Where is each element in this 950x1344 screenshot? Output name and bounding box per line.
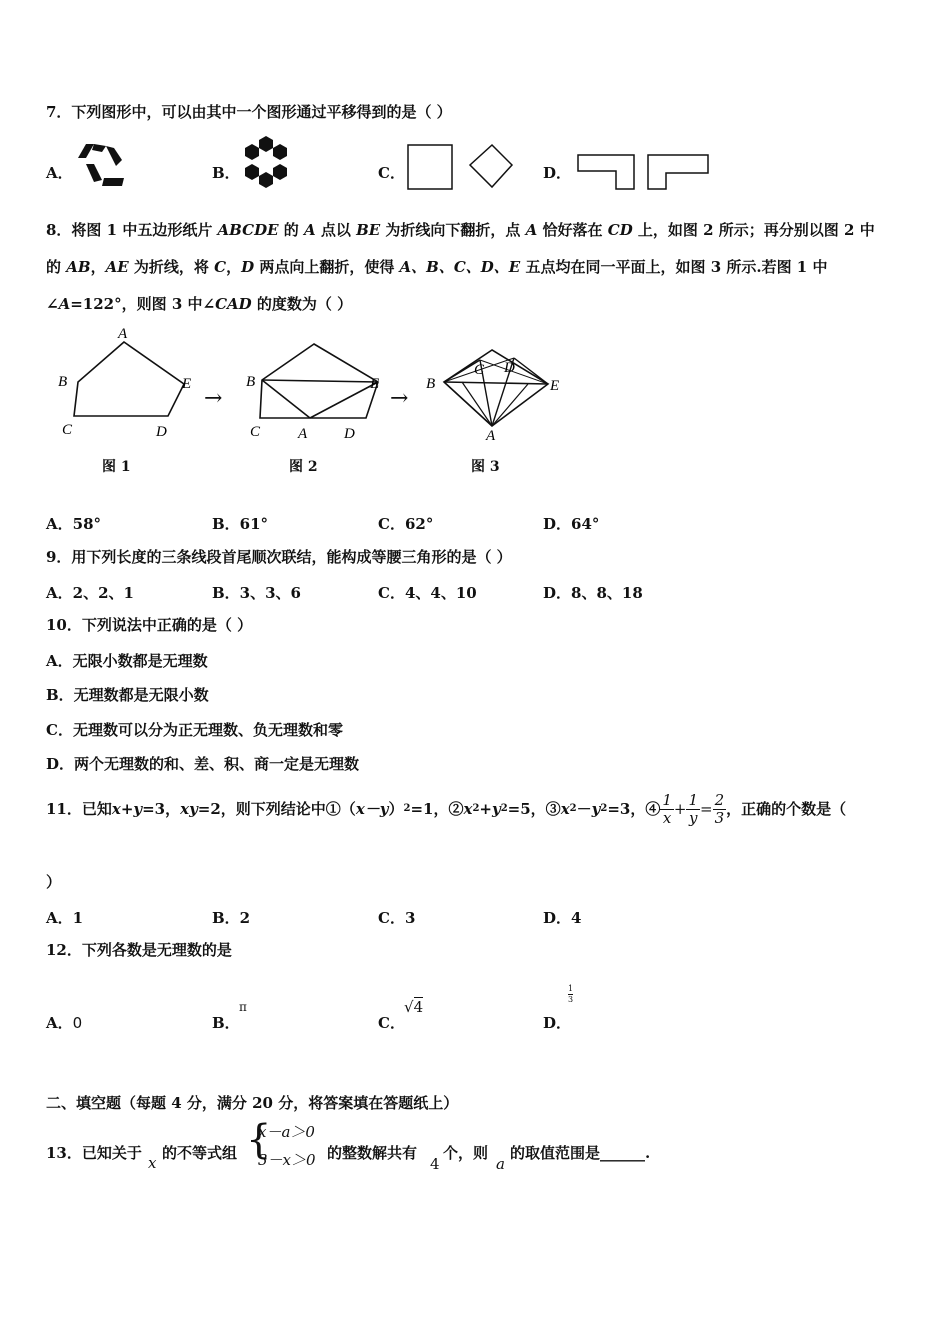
q12-option-a: A．0 — [46, 1014, 83, 1032]
fig3-label: 图 3 — [471, 459, 500, 475]
fig2-point-c: C — [250, 424, 261, 440]
fig3-point-e: E — [550, 378, 560, 394]
q11-option-b: B．2 — [212, 909, 251, 927]
q8-line3: ∠A=122°，则图 3 中∠CAD 的度数为（ ） — [46, 295, 353, 313]
q7-option-a: A． — [46, 164, 73, 182]
fig3-point-d: D — [504, 360, 515, 376]
q13-row1: x－a＞0 — [258, 1123, 315, 1141]
fig2-point-a: A — [298, 426, 308, 442]
square-diamond-icon — [406, 143, 516, 191]
fig1-point-b: B — [58, 374, 68, 390]
fig2-point-e: E — [370, 376, 380, 392]
fig1-label: 图 1 — [102, 459, 131, 475]
q11-option-d: D．4 — [543, 909, 582, 927]
q9-option-c: C．4、4、10 — [378, 584, 477, 602]
q12-option-d: D． — [543, 1014, 572, 1032]
q11-option-c: C．3 — [378, 909, 416, 927]
q10-option-a: A．无限小数都是无理数 — [46, 652, 208, 670]
arrow-1: → — [204, 386, 223, 411]
fig1-point-c: C — [62, 422, 73, 438]
arrow-2: → — [390, 386, 409, 411]
q10-option-b: B．无理数都是无限小数 — [46, 686, 209, 704]
q9-option-d: D．8、8、18 — [543, 584, 643, 602]
fig3-point-a: A — [486, 428, 496, 444]
q10-option-d: D．两个无理数的和、差、积、商一定是无理数 — [46, 755, 360, 773]
q13-row2: 3－x＞0 — [258, 1151, 316, 1169]
fraction-1-over-x: $\frac{1}{x}$ — [662, 790, 672, 827]
q8-option-c: C．62° — [378, 515, 434, 533]
q13-num4: 4 — [430, 1155, 440, 1173]
section-2-title: 二、填空题（每题 4 分，满分 20 分，将答案填在答题纸上） — [46, 1094, 459, 1112]
fig2-label: 图 2 — [289, 459, 318, 475]
pentagon-figure-2 — [244, 334, 394, 446]
q13-brace: { — [246, 1117, 272, 1163]
fraction-1-over-y: $\frac{1}{y}$ — [688, 790, 698, 827]
fig3-point-b: B — [426, 376, 436, 392]
q11-close-paren: ） — [46, 873, 62, 891]
fig2-point-d: D — [344, 426, 355, 442]
q9-option-b: B．3、3、6 — [212, 584, 301, 602]
q13-mid3: 个，则 — [443, 1144, 489, 1162]
sqrt-4: √4 — [404, 998, 424, 1016]
q13-var-x: x — [148, 1154, 157, 1172]
pentagon-figure-3 — [424, 346, 574, 446]
q10-text: 10．下列说法中正确的是（ ） — [46, 616, 253, 634]
q9-text: 9．用下列长度的三条线段首尾顺次联结，能构成等腰三角形的是（ ） — [46, 548, 512, 566]
q8-option-a: A．58° — [46, 515, 102, 533]
fraction-2-over-3: $\frac{2}{3}$ — [714, 790, 725, 827]
fig1-point-d: D — [156, 424, 167, 440]
q12-text: 12．下列各数是无理数的是 — [46, 941, 232, 959]
q7-option-b: B． — [212, 164, 240, 182]
q13-mid1: 的不等式组 — [162, 1144, 238, 1162]
q13-mid2: 的整数解共有 — [327, 1144, 418, 1162]
rotating-bars-icon — [76, 142, 128, 190]
fraction-1-3: 1 3 — [568, 984, 574, 1004]
q11-option-a: A．1 — [46, 909, 84, 927]
fig1-point-a: A — [118, 326, 128, 342]
q13-suffix: 的取值范围是______. — [510, 1144, 651, 1162]
fig2-point-b: B — [246, 374, 256, 390]
q13-prefix: 13．已知关于 — [46, 1144, 142, 1162]
fig3-point-c: C — [474, 362, 485, 378]
q7-text: 7．下列图形中，可以由其中一个图形通过平移得到的是（ ） — [46, 103, 452, 121]
q7-option-c: C． — [378, 164, 405, 182]
q8-option-d: D．64° — [543, 515, 600, 533]
q7-option-d: D． — [543, 164, 572, 182]
q8-line1: 8．将图 1 中五边形纸片 ABCDE 的 A 点以 BE 为折线向下翻折，点 A 恰好落在 CD 上，如图 2 所示；再分别以图 2 中 — [46, 221, 875, 239]
q12-option-c: C． — [378, 1014, 405, 1032]
q9-option-a: A．2、2、1 — [46, 584, 134, 602]
q8-line2: 的 AB，AE 为折线，将 C，D 两点向上翻折，使得 A、B、C、D、E 五点均在同一平面上，如图 3 所示.若图 1 中 — [46, 258, 828, 276]
hexagon-cluster-icon — [238, 134, 294, 190]
q11-text: 11．已知 x+y =3， xy =2，则下列结论中①（ x－y ） 2 =1，② x 2 + y 2 =5，③ x 2 － y 2 =3，④ $\frac{1}{x}$ + $\frac{1}{y}$ = $\frac{2}{3}$ ，正确的个数是（ — [46, 790, 847, 827]
pi-symbol: π — [239, 1000, 247, 1014]
q13-var-a: a — [496, 1155, 505, 1173]
fig1-point-e: E — [182, 376, 192, 392]
l-shapes-icon — [576, 153, 712, 193]
q12-option-b: B． — [212, 1014, 240, 1032]
q10-option-c: C．无理数可以分为正无理数、负无理数和零 — [46, 721, 343, 739]
pentagon-figure-1 — [56, 326, 206, 446]
q8-option-b: B．61° — [212, 515, 269, 533]
